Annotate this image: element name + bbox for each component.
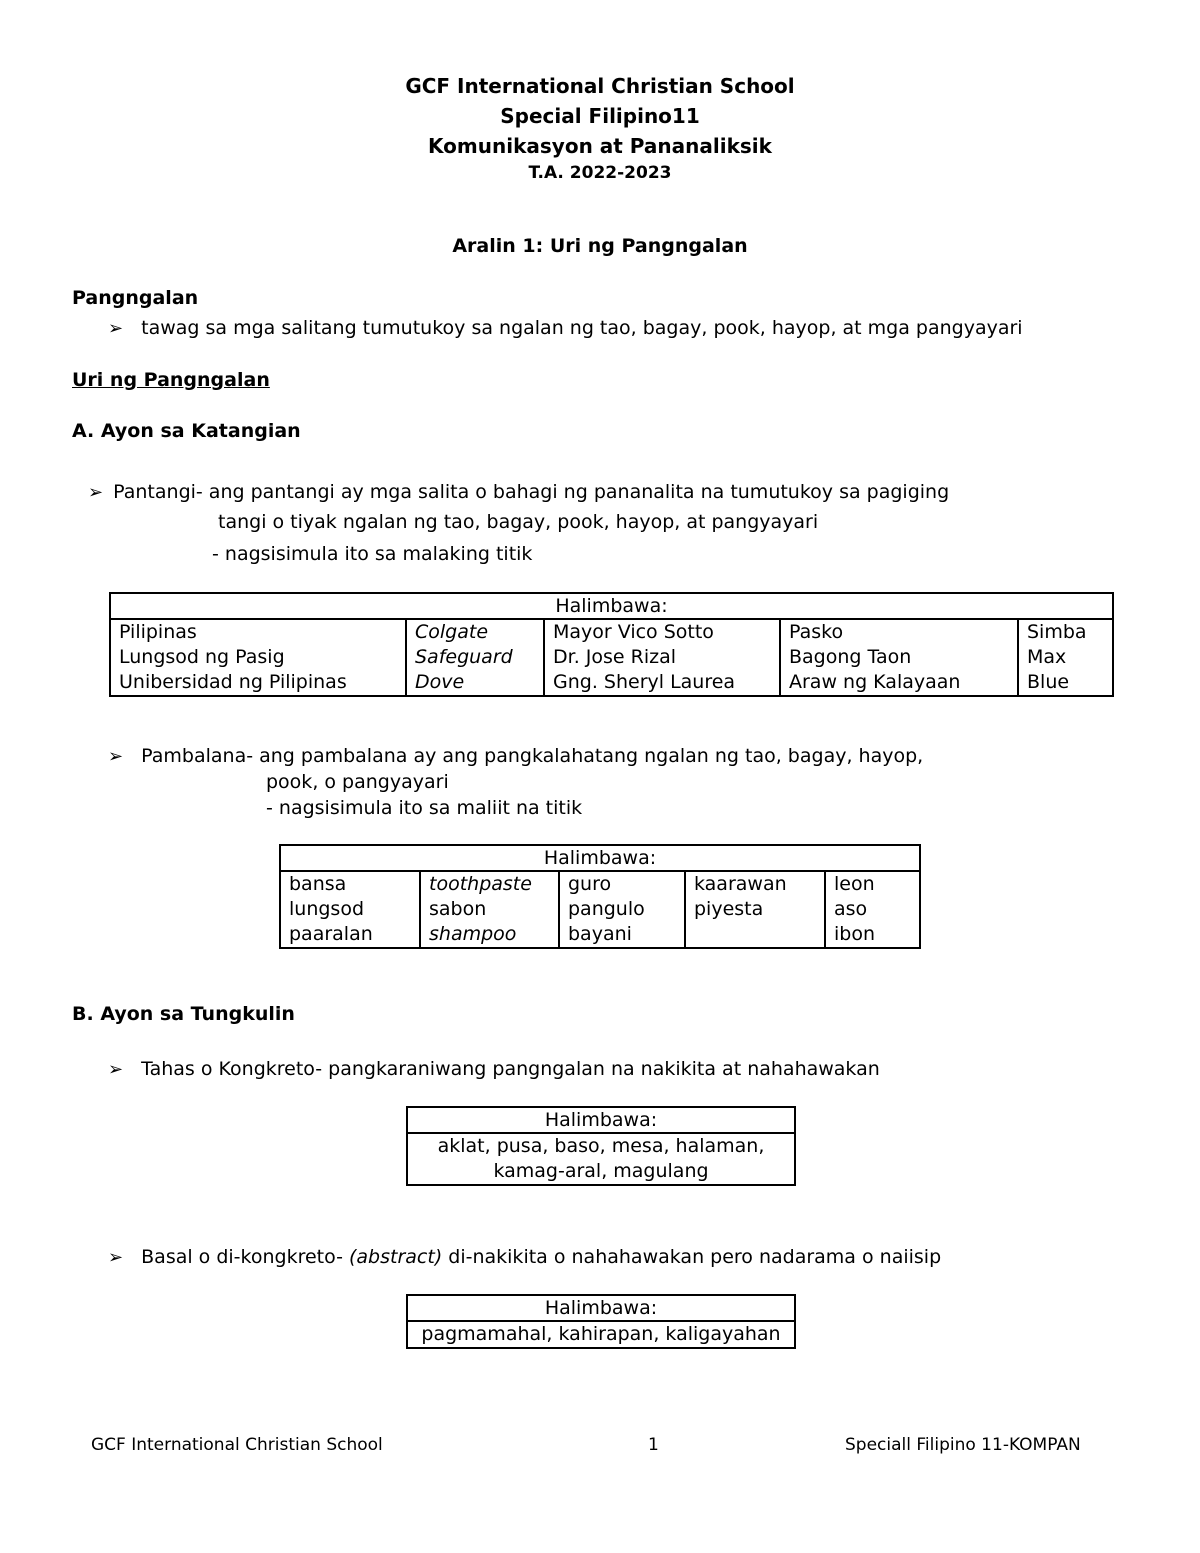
table-cell: shampoo (429, 923, 517, 945)
arrow-bullet-icon: ➢ (88, 482, 104, 503)
definition-text: tawag sa mga salitang tumutukoy sa ngalan ng tao, bagay, pook, hayop, at mga pangyayari (141, 317, 1023, 339)
table-column (280, 871, 420, 948)
arrow-bullet-icon: ➢ (108, 1247, 124, 1268)
table-cell: Pasko (789, 621, 844, 643)
types-heading: Uri ng Pangngalan (72, 369, 270, 391)
table-column (559, 871, 685, 948)
table-cell: Simba (1027, 621, 1087, 643)
table-cell: bayani (568, 923, 632, 945)
footer-course: Speciall Filipino 11-KOMPAN (845, 1435, 1081, 1455)
table-column (825, 871, 920, 948)
basal-definition: Basal o di-kongkreto- (abstract) di-nakikita o nahahawakan pero nadarama o naiisip (141, 1246, 942, 1268)
pambalana-definition: Pambalana- ang pambalana ay ang pangkalahatang ngalan ng tao, bagay, hayop, (141, 745, 924, 767)
table-cell: aklat, pusa, baso, mesa, halaman, (437, 1135, 765, 1157)
table-column (110, 619, 406, 696)
pantangi-note: - nagsisimula ito sa malaking titik (212, 543, 533, 565)
arrow-bullet-icon: ➢ (108, 318, 124, 339)
tahas-line (108, 1058, 880, 1080)
definition-bullet (108, 317, 1023, 339)
table-cell: Pilipinas (119, 621, 197, 643)
pambalana-line1 (108, 745, 923, 767)
table-column (1018, 619, 1113, 696)
table-cell: Lungsod ng Pasig (119, 646, 285, 668)
table-cell: Bagong Taon (789, 646, 912, 668)
section-b-heading: B. Ayon sa Tungkulin (72, 1003, 295, 1025)
table-column (420, 871, 559, 948)
table-cell: leon (834, 873, 875, 895)
table-column (407, 1321, 795, 1348)
table-cell: Blue (1027, 671, 1070, 693)
arrow-bullet-icon: ➢ (108, 1059, 124, 1080)
table-column (780, 619, 1018, 696)
table-cell: bansa (289, 873, 347, 895)
definition-heading: Pangngalan (72, 287, 199, 309)
table-cell: Mayor Vico Sotto (553, 621, 714, 643)
table-column (407, 1133, 795, 1185)
table-cell: paaralan (289, 923, 373, 945)
table-cell: ibon (834, 923, 876, 945)
table-header: Halimbawa: (280, 845, 920, 871)
table-column (685, 871, 825, 948)
table-header: Halimbawa: (407, 1295, 795, 1321)
table-cell: Max (1027, 646, 1067, 668)
table-column (544, 619, 780, 696)
pantangi-line2: tangi o tiyak ngalan ng tao, bagay, pook, hayop, at pangyayari (218, 511, 819, 533)
table-cell: Colgate (415, 621, 489, 643)
table-cell: Unibersidad ng Pilipinas (119, 671, 347, 693)
pambalana-note: - nagsisimula ito sa maliit na titik (266, 797, 583, 819)
table-header: Halimbawa: (407, 1107, 795, 1133)
table-cell: Dr. Jose Rizal (553, 646, 677, 668)
footer-school: GCF International Christian School (91, 1435, 383, 1455)
pambalana-examples-table (279, 844, 921, 949)
table-cell: guro (568, 873, 612, 895)
table-cell: Araw ng Kalayaan (789, 671, 961, 693)
basal-examples-table (406, 1294, 796, 1349)
section-a-heading: A. Ayon sa Katangian (72, 420, 301, 442)
table-cell: kaarawan (694, 873, 787, 895)
table-cell: kamag-aral, magulang (493, 1160, 709, 1182)
subject-title: Komunikasyon at Pananaliksik (428, 134, 772, 158)
tahas-examples-table (406, 1106, 796, 1186)
table-header: Halimbawa: (110, 593, 1113, 619)
tahas-definition: Tahas o Kongkreto- pangkaraniwang pangngalan na nakikita at nahahawakan (141, 1058, 880, 1080)
table-cell: toothpaste (429, 873, 532, 895)
table-column (406, 619, 544, 696)
pantangi-examples-table (109, 592, 1114, 697)
table-cell: Gng. Sheryl Laurea (553, 671, 736, 693)
table-cell (694, 922, 816, 947)
table-cell: sabon (429, 898, 487, 920)
table-cell: aso (834, 898, 868, 920)
pantangi-line1 (88, 481, 949, 503)
table-cell: pangulo (568, 898, 645, 920)
table-cell: Dove (415, 671, 465, 693)
table-cell: piyesta (694, 898, 764, 920)
school-year: T.A. 2022-2023 (528, 163, 672, 183)
basal-line (108, 1246, 941, 1268)
course-title: Special Filipino11 (500, 104, 700, 128)
lesson-title: Aralin 1: Uri ng Pangngalan (452, 235, 748, 257)
arrow-bullet-icon: ➢ (108, 746, 124, 767)
pambalana-line2: pook, o pangyayari (266, 771, 449, 793)
table-cell: pagmamahal, kahirapan, kaligayahan (421, 1323, 781, 1345)
pantangi-definition: Pantangi- ang pantangi ay mga salita o bahagi ng pananalita na tumutukoy sa pagiging (113, 481, 950, 503)
school-title: GCF International Christian School (405, 74, 795, 98)
table-cell: Safeguard (415, 646, 513, 668)
page-number: 1 (648, 1435, 659, 1455)
table-cell: lungsod (289, 898, 365, 920)
